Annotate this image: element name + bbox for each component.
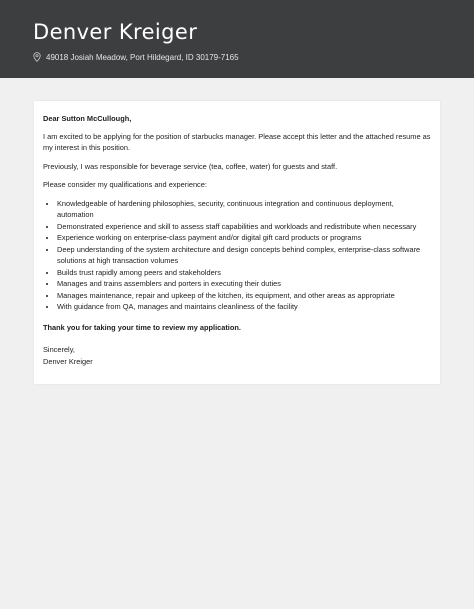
applicant-name: Denver Kreiger [33, 20, 198, 44]
list-item: • Manages maintenance, repair and upkeep of the kitchen, its equipment, and other areas as appropriate [57, 290, 431, 302]
address: 49018 Josiah Meadow, Port Hildegard, ID 30179-7165 [46, 52, 239, 62]
experience-paragraph: Previously, I was responsible for beverage service (tea, coffee, water) for guests and staff. [43, 161, 338, 171]
address-row [33, 52, 474, 62]
list-item: • With guidance from QA, manages and maintains cleanliness of the facility [57, 301, 431, 313]
list-item: • Builds trust rapidly among peers and stakeholders [57, 267, 431, 279]
header [0, 0, 474, 78]
list-item: • Experience working on enterprise-class payment and/or digital gift card products or programs [57, 232, 431, 244]
list-item: • Demonstrated experience and skill to assess staff capabilities and workloads and redistribute when necessary [57, 221, 431, 233]
cover-letter-card [34, 101, 440, 384]
salutation: Dear Sutton McCullough, [43, 114, 132, 123]
list-item: • Knowledgeable of hardening philosophies, security, continuous integration and continuous deployment, automation [57, 198, 431, 221]
map-pin-icon [33, 52, 41, 62]
signoff: Sincerely, [43, 345, 75, 354]
qualifications-intro: Please consider my qualifications and experience: [43, 180, 207, 189]
closing-thanks: Thank you for taking your time to review my application. [43, 322, 241, 332]
list-item: • Deep understanding of the system architecture and design concepts behind complex, enterprise-class software solutions at high transaction volumes [57, 244, 431, 267]
list-item: • Manages and trains assemblers and porters in executing their duties [57, 278, 431, 290]
signature: Denver Kreiger [43, 356, 93, 366]
intro-paragraph: I am excited to be applying for the position of starbucks manager. Please accept this letter and the attached resume as my interest in this position. [43, 131, 431, 152]
qualifications-list [43, 198, 431, 313]
